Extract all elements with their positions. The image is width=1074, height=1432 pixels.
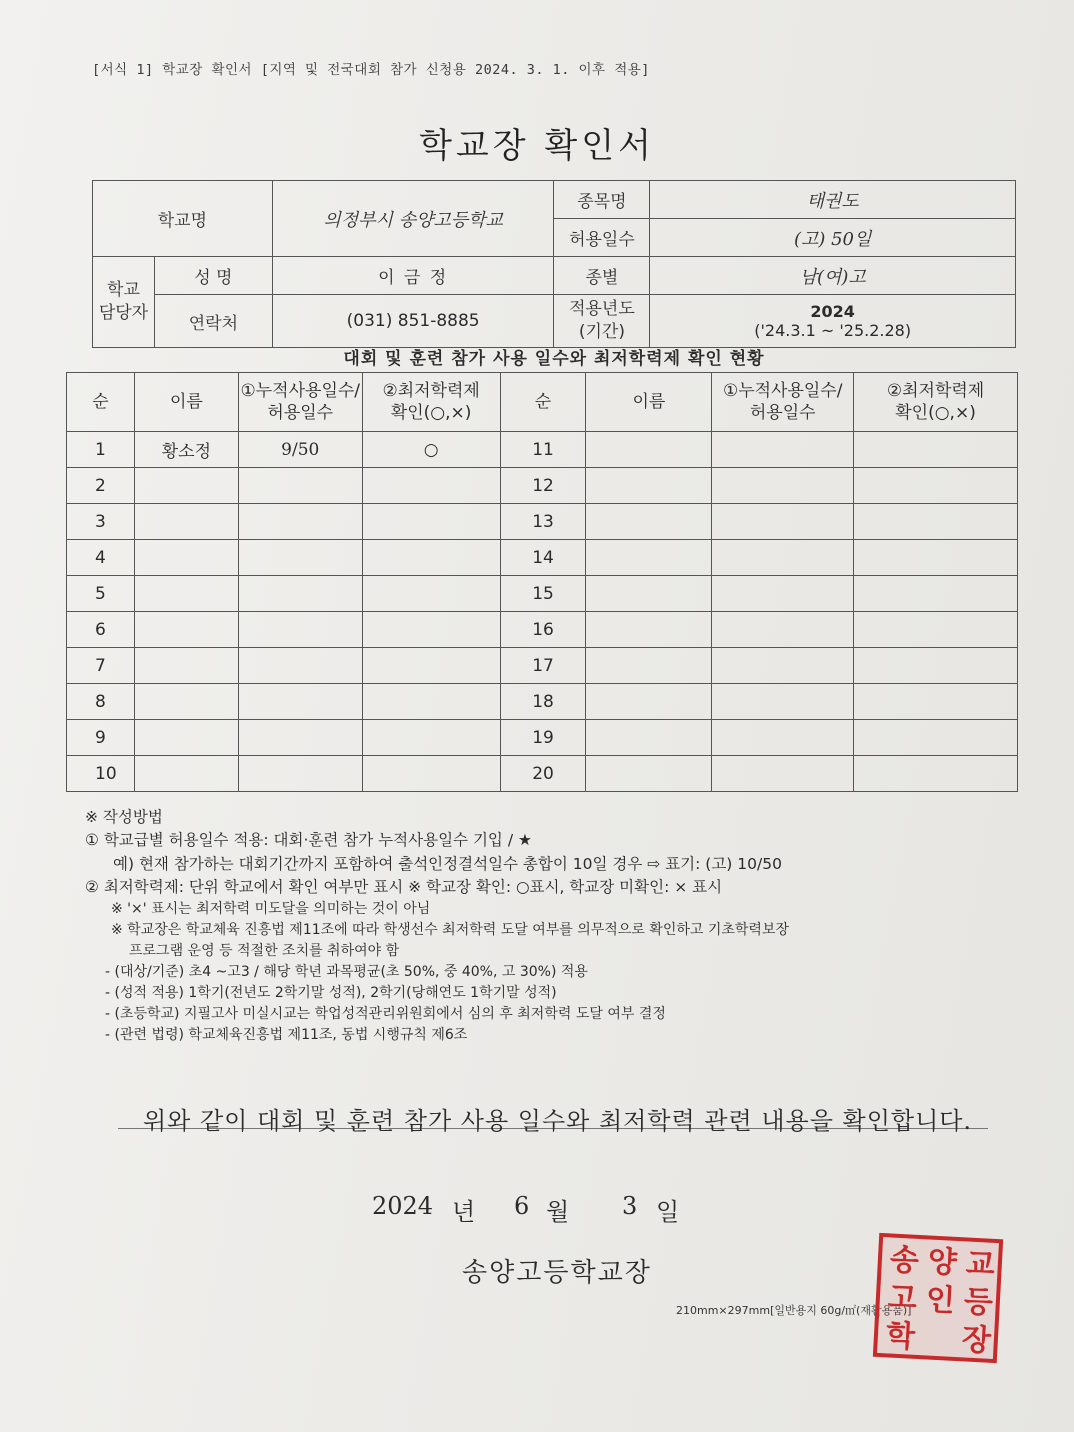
row-check-right bbox=[854, 468, 1018, 504]
status-table bbox=[66, 372, 1018, 792]
note-1-example: 예) 현재 참가하는 대회기간까지 포함하여 출석인정결석일수 총합이 10일 경우 ⇨ 표기: (고) 10/50 bbox=[113, 854, 782, 873]
row-days-left bbox=[238, 540, 362, 576]
sport-value: 태권도 bbox=[650, 181, 1016, 219]
year-value: 2024 bbox=[810, 302, 855, 321]
row-name-left bbox=[134, 612, 238, 648]
table-row bbox=[67, 648, 1018, 684]
row-check-right bbox=[854, 504, 1018, 540]
seal-char: 교 bbox=[964, 1246, 996, 1283]
date-month-unit: 월 bbox=[546, 1198, 570, 1226]
row-check-left bbox=[362, 684, 500, 720]
row-number-left: 9 bbox=[67, 720, 135, 756]
col-days-left: ①누적사용일수/ 허용일수 bbox=[238, 373, 362, 432]
row-number-right: 20 bbox=[500, 756, 586, 792]
note-2-b-cont: 프로그램 운영 등 적절한 조치를 취하여야 함 bbox=[129, 943, 400, 959]
row-name-left bbox=[134, 540, 238, 576]
row-days-right bbox=[712, 576, 854, 612]
row-name-left bbox=[134, 648, 238, 684]
col-name-right: 이름 bbox=[586, 373, 712, 432]
signer: 송양고등학교장 bbox=[462, 1258, 652, 1288]
row-number-right: 11 bbox=[500, 432, 586, 468]
gender-value: 남(여)고 bbox=[650, 257, 1016, 295]
table-row bbox=[67, 468, 1018, 504]
period-value: ('24.3.1 ~ '25.2.28) bbox=[754, 321, 912, 340]
allowed-days-value: (고) 50일 bbox=[650, 219, 1016, 257]
paper-spec: 210mm×297mm[일반용지 60g/㎡(재활용품)] bbox=[676, 1304, 912, 1317]
seal-char: 학 bbox=[885, 1318, 916, 1355]
row-number-right: 19 bbox=[500, 720, 586, 756]
row-name-right bbox=[586, 756, 712, 792]
row-days-right bbox=[712, 684, 854, 720]
seal-char: 고 bbox=[887, 1280, 918, 1317]
row-check-left bbox=[362, 612, 500, 648]
table-row bbox=[67, 576, 1018, 612]
row-days-left bbox=[238, 648, 362, 684]
row-days-left bbox=[238, 720, 362, 756]
row-number-right: 13 bbox=[500, 504, 586, 540]
name-value: 이 금 정 bbox=[272, 257, 554, 295]
writing-guide bbox=[85, 806, 1025, 1046]
note-2-b: ※ 학교장은 학교체육 진흥법 제11조에 따라 학생선수 최저학력 도달 여부를 의무적으로 확인하고 기초학력보장 bbox=[111, 922, 790, 938]
row-number-right: 17 bbox=[500, 648, 586, 684]
notes-heading: ※ 작성방법 bbox=[85, 808, 163, 826]
row-name-left bbox=[134, 720, 238, 756]
row-days-right bbox=[712, 468, 854, 504]
row-days-right bbox=[712, 504, 854, 540]
row-name-left bbox=[134, 468, 238, 504]
row-name-right bbox=[586, 648, 712, 684]
row-name-left: 황소정 bbox=[134, 432, 238, 468]
school-info-table bbox=[92, 180, 1016, 348]
seal-char: 장 bbox=[960, 1322, 992, 1359]
row-number-left: 2 bbox=[67, 468, 135, 504]
date-month: 6 bbox=[514, 1192, 530, 1220]
row-check-right bbox=[854, 648, 1018, 684]
col-name-left: 이름 bbox=[134, 373, 238, 432]
row-days-right bbox=[712, 540, 854, 576]
row-number-right: 18 bbox=[500, 684, 586, 720]
row-name-left bbox=[134, 576, 238, 612]
col-no-right: 순 bbox=[500, 373, 586, 432]
row-days-left bbox=[238, 504, 362, 540]
table-row bbox=[67, 612, 1018, 648]
row-name-right bbox=[586, 576, 712, 612]
row-days-right bbox=[712, 648, 854, 684]
table-row bbox=[67, 756, 1018, 792]
row-number-left: 6 bbox=[67, 612, 135, 648]
year-cell bbox=[650, 295, 1016, 348]
date-day: 3 bbox=[622, 1192, 638, 1220]
note-dash-4: - (관련 법령) 학교체육진흥법 제11조, 동법 시행규칙 제6조 bbox=[105, 1027, 468, 1043]
row-check-left bbox=[362, 540, 500, 576]
note-2-a: ※ '×' 표시는 최저학력 미도달을 의미하는 것이 아님 bbox=[111, 901, 431, 917]
row-days-right bbox=[712, 756, 854, 792]
row-check-left bbox=[362, 756, 500, 792]
date-day-unit: 일 bbox=[656, 1198, 680, 1226]
allowed-days-label: 허용일수 bbox=[554, 219, 650, 257]
row-number-left: 5 bbox=[67, 576, 135, 612]
row-number-left: 4 bbox=[67, 540, 135, 576]
status-section-title: 대회 및 훈련 참가 사용 일수와 최저학력제 확인 현황 bbox=[343, 349, 765, 369]
table-row bbox=[67, 684, 1018, 720]
col-no-left: 순 bbox=[67, 373, 135, 432]
status-header-row bbox=[67, 373, 1018, 432]
seal-char: 인 bbox=[924, 1282, 956, 1319]
table-row bbox=[67, 720, 1018, 756]
row-name-right bbox=[586, 540, 712, 576]
name-label: 성 명 bbox=[154, 257, 272, 295]
contact-label: 연락처 bbox=[154, 295, 272, 348]
document-title: 학교장 확인서 bbox=[419, 126, 655, 166]
row-number-right: 12 bbox=[500, 468, 586, 504]
row-days-left: 9/50 bbox=[238, 432, 362, 468]
note-dash-3: - (초등학교) 지필고사 미실시교는 학업성적관리위원회에서 심의 후 최저학력 도달 여부 결정 bbox=[105, 1006, 666, 1022]
row-name-left bbox=[134, 684, 238, 720]
date-year-unit: 년 bbox=[452, 1198, 476, 1226]
row-check-right bbox=[854, 684, 1018, 720]
table-row bbox=[67, 540, 1018, 576]
row-number-left: 10 bbox=[67, 756, 135, 792]
school-seal bbox=[873, 1233, 1003, 1363]
confirmation-text: 위와 같이 대회 및 훈련 참가 사용 일수와 최저학력 관련 내용을 확인합니다. bbox=[143, 1107, 973, 1135]
row-name-right bbox=[586, 684, 712, 720]
staff-label: 학교 담당자 bbox=[93, 257, 155, 348]
school-label: 학교명 bbox=[93, 181, 273, 257]
row-number-right: 15 bbox=[500, 576, 586, 612]
row-check-right bbox=[854, 540, 1018, 576]
date-year: 2024 bbox=[372, 1192, 434, 1220]
seal-char: 등 bbox=[962, 1284, 994, 1321]
row-number-left: 1 bbox=[67, 432, 135, 468]
seal-char: 송 bbox=[889, 1242, 920, 1279]
row-name-right bbox=[586, 468, 712, 504]
row-number-right: 16 bbox=[500, 612, 586, 648]
col-min-right: ②최저학력제 확인(○,×) bbox=[854, 373, 1018, 432]
row-days-left bbox=[238, 612, 362, 648]
note-dash-2: - (성적 적용) 1학기(전년도 2학기말 성적), 2학기(당해연도 1학기말 성적) bbox=[105, 985, 557, 1001]
gender-label: 종별 bbox=[554, 257, 650, 295]
year-label: 적용년도 (기간) bbox=[554, 295, 650, 348]
form-code: [서식 1] 학교장 확인서 [지역 및 전국대회 참가 신청용 2024. 3. 1. 이후 적용] bbox=[92, 62, 650, 78]
row-days-left bbox=[238, 684, 362, 720]
contact-value: (031) 851-8885 bbox=[272, 295, 554, 348]
col-days-right: ①누적사용일수/ 허용일수 bbox=[712, 373, 854, 432]
table-row bbox=[67, 504, 1018, 540]
sport-label: 종목명 bbox=[554, 181, 650, 219]
row-days-right bbox=[712, 720, 854, 756]
row-check-left bbox=[362, 504, 500, 540]
row-name-right bbox=[586, 432, 712, 468]
school-value: 의정부시 송양고등학교 bbox=[272, 181, 554, 257]
row-check-right bbox=[854, 576, 1018, 612]
row-name-right bbox=[586, 612, 712, 648]
row-name-left bbox=[134, 504, 238, 540]
row-name-right bbox=[586, 504, 712, 540]
row-days-left bbox=[238, 576, 362, 612]
row-check-right bbox=[854, 756, 1018, 792]
note-2: ② 최저학력제: 단위 학교에서 확인 여부만 표시 ※ 학교장 확인: ○표시, 학교장 미확인: × 표시 bbox=[85, 877, 723, 896]
note-dash-1: - (대상/기준) 초4 ~고3 / 해당 학년 과목평균(초 50%, 중 40%, 고 30%) 적용 bbox=[105, 964, 588, 980]
row-number-right: 14 bbox=[500, 540, 586, 576]
row-name-left bbox=[134, 756, 238, 792]
row-check-left bbox=[362, 720, 500, 756]
row-check-right bbox=[854, 612, 1018, 648]
seal-char: 양 bbox=[926, 1244, 958, 1281]
row-number-left: 7 bbox=[67, 648, 135, 684]
table-row bbox=[67, 432, 1018, 468]
row-check-left bbox=[362, 576, 500, 612]
row-check-left bbox=[362, 468, 500, 504]
row-check-left bbox=[362, 648, 500, 684]
row-days-left bbox=[238, 468, 362, 504]
status-body bbox=[67, 432, 1018, 792]
note-1: ① 학교급별 허용일수 적용: 대회·훈련 참가 누적사용일수 기입 / ★ bbox=[85, 831, 532, 850]
row-days-left bbox=[238, 756, 362, 792]
row-number-left: 3 bbox=[67, 504, 135, 540]
row-check-right bbox=[854, 432, 1018, 468]
row-days-right bbox=[712, 432, 854, 468]
row-check-left: ○ bbox=[362, 432, 500, 468]
row-number-left: 8 bbox=[67, 684, 135, 720]
row-name-right bbox=[586, 720, 712, 756]
col-min-left: ②최저학력제 확인(○,×) bbox=[362, 373, 500, 432]
row-days-right bbox=[712, 612, 854, 648]
row-check-right bbox=[854, 720, 1018, 756]
